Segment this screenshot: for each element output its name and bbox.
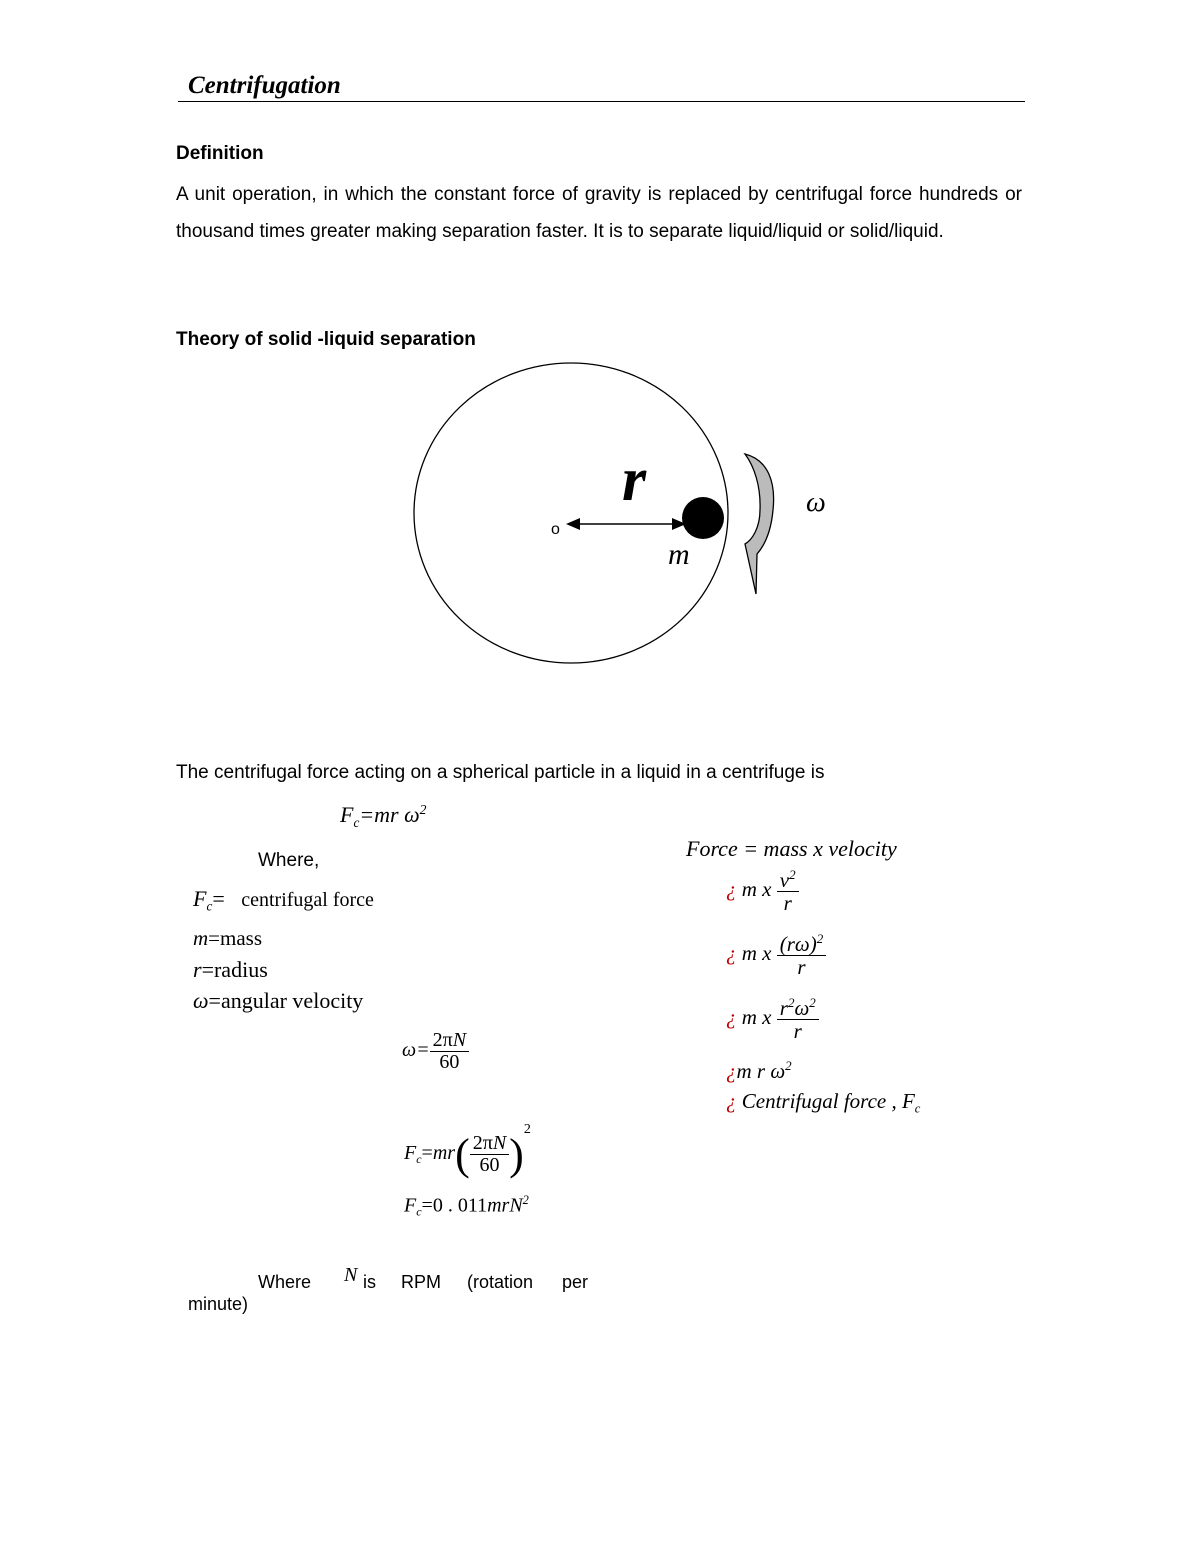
omega-fraction [430, 1030, 469, 1073]
def-text: angular velocity [220, 988, 364, 1013]
derivation-mx: m x [741, 940, 772, 965]
where-label: Where, [258, 850, 320, 871]
eq-subscript: c [353, 814, 360, 830]
omega-label: ω [806, 487, 826, 518]
fc1-den: 60 [479, 1153, 500, 1176]
def-text: centrifugal force [241, 889, 374, 911]
fc1-num-n: N [492, 1131, 507, 1154]
where-n-word: Where [258, 1272, 312, 1292]
mass-particle [682, 497, 724, 539]
frac-num-exp: 2 [816, 931, 824, 946]
eq-equals: = [359, 802, 375, 828]
centrifuge-diagram [400, 350, 860, 680]
derivation-exponent: 2 [785, 1058, 792, 1073]
fc-equation-1 [404, 1122, 531, 1180]
frac-num-omega-exp: 2 [809, 995, 816, 1010]
fc1-right-paren: ) [509, 1129, 524, 1179]
derivation-text: m r ω [736, 1058, 786, 1083]
omega-num-2pi: 2π [432, 1029, 453, 1051]
frac-den: r [797, 954, 806, 979]
omega-lhs: ω= [402, 1039, 430, 1062]
def-radius [193, 957, 268, 983]
def-equals: = [208, 926, 221, 950]
derivation-marker: ¿ [726, 1004, 737, 1029]
derivation-line-1: Force = mass x velocity [686, 836, 897, 861]
fc1-exponent: 2 [523, 1122, 531, 1137]
fc-equation-2 [404, 1193, 529, 1220]
omega-equation [402, 1030, 469, 1073]
where-n-symbol: N [344, 1264, 358, 1286]
derivation-line-4 [726, 996, 819, 1042]
definition-heading: Definition [176, 143, 264, 164]
derivation-marker: ¿ [726, 1058, 737, 1083]
fc1-symbol: F [404, 1142, 417, 1164]
derivation-marker: ¿ [726, 940, 737, 965]
fc2-symbol: F [404, 1194, 417, 1217]
fc2-coefficient: 0 . 011 [432, 1194, 488, 1217]
def-equals: = [201, 957, 214, 982]
fc1-mr: mr [432, 1142, 456, 1164]
radius-label: r [622, 446, 647, 514]
frac-num-r: r [779, 995, 788, 1020]
eq-rhs: mr ω [374, 802, 420, 828]
derivation-fraction [777, 996, 819, 1042]
def-text: radius [213, 957, 268, 982]
rotation-arrow-icon [745, 454, 774, 594]
frac-den: r [793, 1018, 802, 1043]
where-n-per: per [562, 1272, 589, 1292]
mass-label: m [668, 538, 690, 571]
eq-symbol: F [340, 802, 354, 828]
fc1-equals: = [421, 1142, 433, 1164]
fc2-equals: = [421, 1194, 433, 1217]
derivation-mx: m x [741, 876, 772, 901]
where-n-rpm: RPM [401, 1272, 441, 1292]
derivation-subscript: c [914, 1101, 921, 1116]
main-equation [340, 802, 426, 831]
derivation-line-5 [726, 1058, 792, 1084]
derivation-marker: ¿ [726, 876, 737, 901]
def-symbol: F [193, 886, 207, 911]
fc2-exponent: 2 [522, 1193, 529, 1207]
def-symbol: ω [193, 988, 209, 1013]
def-symbol: m [193, 926, 209, 950]
def-equals: = [208, 988, 221, 1013]
where-n-is: is [363, 1272, 376, 1292]
fc2-subscript: c [416, 1204, 422, 1219]
def-centrifugal-force [193, 886, 374, 915]
frac-num-r-exp: 2 [787, 995, 795, 1010]
fc1-left-paren: ( [455, 1129, 470, 1179]
derivation-fraction [777, 932, 827, 978]
definition-paragraph: A unit operation, in which the constant force of gravity is replaced by centrifugal force hundreds or thousand times greater making separation faster. It is to separate liquid/liquid or solid/liquid. [176, 184, 1022, 242]
fc1-num-2pi: 2π [472, 1131, 493, 1154]
title-underline [178, 101, 1025, 102]
where-n-minute: minute) [188, 1294, 249, 1314]
frac-num-omega: ω [794, 995, 810, 1020]
def-equals: = [212, 886, 225, 911]
def-symbol: r [193, 957, 202, 982]
rotation-circle [414, 363, 728, 663]
center-label: o [551, 521, 560, 538]
intro-sentence: The centrifugal force acting on a spherical particle in a liquid in a centrifuge is [176, 762, 825, 783]
derivation-fraction [777, 868, 799, 914]
omega-den: 60 [439, 1051, 460, 1073]
page-title: Centrifugation [188, 72, 341, 99]
def-subscript: c [206, 898, 213, 914]
derivation-mx: m x [741, 1004, 772, 1029]
fc1-fraction [470, 1133, 509, 1176]
derivation-line-6 [726, 1089, 920, 1116]
frac-den: r [783, 890, 792, 915]
frac-num: (rω) [779, 931, 817, 956]
radius-arrowhead-left [566, 518, 580, 530]
fc1-subscript: c [416, 1152, 422, 1167]
derivation-text: Centrifugal force , F [741, 1089, 915, 1113]
where-n-rotation: (rotation [467, 1272, 534, 1292]
frac-num: v [779, 867, 790, 892]
def-angular-velocity [193, 988, 363, 1014]
frac-num-exp: 2 [789, 867, 796, 882]
omega-num-n: N [452, 1029, 467, 1051]
derivation-line-3 [726, 932, 826, 978]
eq-exponent: 2 [419, 802, 427, 817]
def-mass [193, 926, 262, 951]
theory-heading: Theory of solid -liquid separation [176, 329, 476, 350]
def-text: mass [220, 926, 263, 950]
derivation-line-2 [726, 868, 799, 914]
derivation-marker: ¿ [726, 1089, 737, 1113]
fc2-rhs: mrN [487, 1194, 523, 1217]
